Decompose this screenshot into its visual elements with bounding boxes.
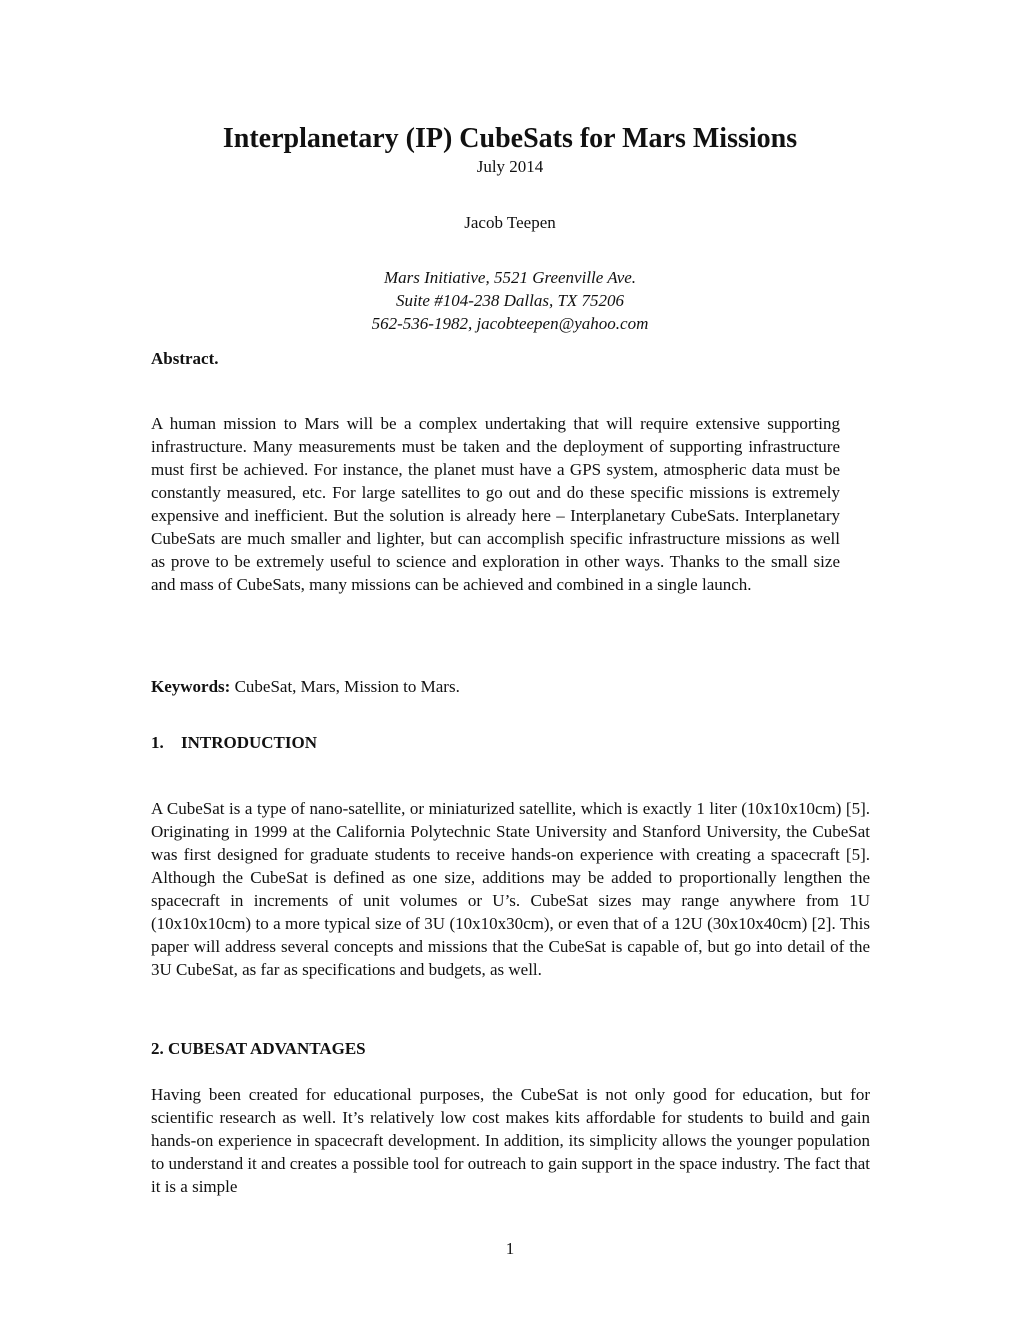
keywords-line <box>151 676 460 698</box>
abstract-heading: Abstract. <box>151 349 219 368</box>
cubesat-advantages-text: Having been created for educational purposes, the CubeSat is not only good for education, but for scientific research as well. It’s relatively low cost makes kits affordable for students to build and gain hands-on experience in spacecraft development. In addition, its simplicity allows the younger population to understand it and creates a possible tool for outreach to gain support in the space industry. The fact that it is a simple <box>151 1085 870 1196</box>
section-title: INTRODUCTION <box>181 733 318 752</box>
author-name: Jacob Teepen <box>464 213 556 232</box>
abstract-text: A human mission to Mars will be a complex undertaking that will require extensive supporting infrastructure. Many measurements must be taken and the deployment of supporting infrastructure must first be achieved. For instance, the planet must have a GPS system, atmospheric data must be constantly measured, etc. For large satellites to go out and do these specific missions is extremely expensive and inefficient. But the solution is already here – Interplanetary CubeSats. Interplanetary CubeSats are much smaller and lighter, but can accomplish specific infrastructure missions as well as prove to be extremely useful to science and exploration in other ways. Thanks to the small size and mass of CubeSats, many missions can be achieved and combined in a single launch. <box>151 414 840 594</box>
affiliation-line-2: Suite #104-238 Dallas, TX 75206 <box>395 291 625 310</box>
paper-date: July 2014 <box>476 157 544 176</box>
introduction-text: A CubeSat is a type of nano-satellite, or miniaturized satellite, which is exactly 1 liter (10x10x10cm) [5]. Originating in 1999 at the California Polytechnic State University and Stanford University, the CubeSat was first designed for graduate students to receive hands-on experience with creating a spacecraft [5]. Although the CubeSat is defined as one size, additions may be added to proportionally lengthen the spacecraft in increments of unit volumes or U’s. CubeSat sizes may range anywhere from 1U (10x10x10cm) to a more typical size of 3U (10x10x30cm), or even that of a 12U (30x10x40cm) [2]. This paper will address several concepts and missions that the CubeSat is capable of, but go into detail of the 3U CubeSat, as far as specifications and budgets, as well. <box>151 799 870 979</box>
affiliation-line-1: Mars Initiative, 5521 Greenville Ave. <box>383 268 637 287</box>
section-heading-introduction <box>151 732 317 754</box>
section-number: 1. <box>151 733 164 752</box>
section-heading-cubesat-advantages: 2. CUBESAT ADVANTAGES <box>151 1039 366 1058</box>
affiliation-line-3: 562-536-1982, jacobteepen@yahoo.com <box>371 314 649 333</box>
paper-title: Interplanetary (IP) CubeSats for Mars Missions <box>222 123 798 154</box>
keywords-label: Keywords: <box>151 677 231 696</box>
keywords-text: CubeSat, Mars, Mission to Mars. <box>230 677 460 696</box>
page-number: 1 <box>505 1239 515 1258</box>
